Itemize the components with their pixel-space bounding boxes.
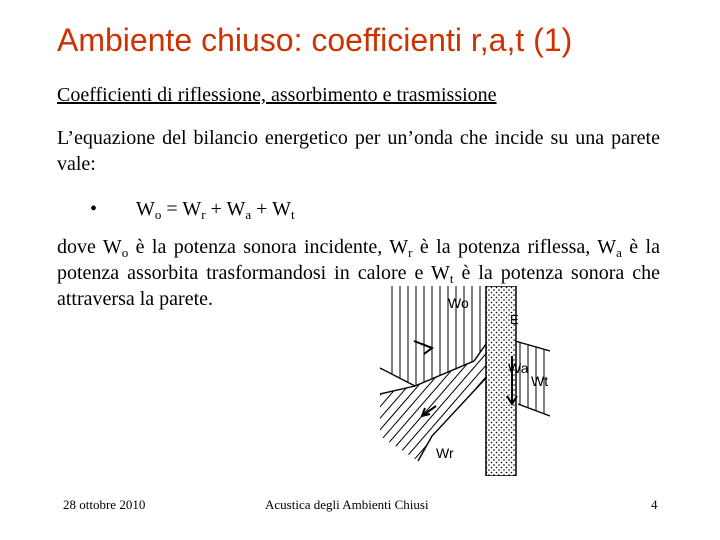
eq-equals: =	[161, 198, 183, 220]
eq-plus-1: +	[205, 198, 227, 220]
page-number: 4	[651, 497, 658, 512]
intro-paragraph: L’equazione del bilancio energetico per un’onda che incide su una parete vale:	[57, 127, 660, 175]
label-wa: Wa	[508, 360, 529, 376]
eq-w-r: $W_r$	[182, 198, 206, 222]
eq-plus-2: +	[251, 198, 273, 220]
footer-date: 28 ottobre 2010	[63, 497, 146, 512]
slide-title: Ambiente chiuso: coefficienti r,a,t (1)	[57, 22, 573, 58]
reflected-beam-hatching	[370, 326, 550, 476]
slide-subtitle: Coefficienti di riflessione, assorbimento e trasmissione	[57, 84, 497, 106]
bullet: •	[90, 198, 98, 220]
label-wt: Wt	[531, 373, 549, 389]
energy-balance-equation	[90, 198, 295, 221]
wall-power-diagram	[370, 286, 550, 476]
description-paragraph: dove $W_o$ è la potenza sonora incidente, $W_r$ è la potenza riflessa, $W_a$ è la potenza assorbita trasformandosi in calore e $W_t$ è la potenza sonora che attraversa la parete.	[57, 236, 660, 310]
label-wr: Wr	[436, 445, 454, 461]
eq-w-t: $W_t$	[272, 198, 295, 222]
eq-w-a: $W_a$	[226, 198, 252, 222]
label-e: E	[510, 312, 519, 327]
footer-course: Acustica degli Ambienti Chiusi	[265, 497, 429, 512]
label-wo: Wo	[448, 295, 469, 311]
eq-w-o: $W_o$	[136, 198, 162, 222]
